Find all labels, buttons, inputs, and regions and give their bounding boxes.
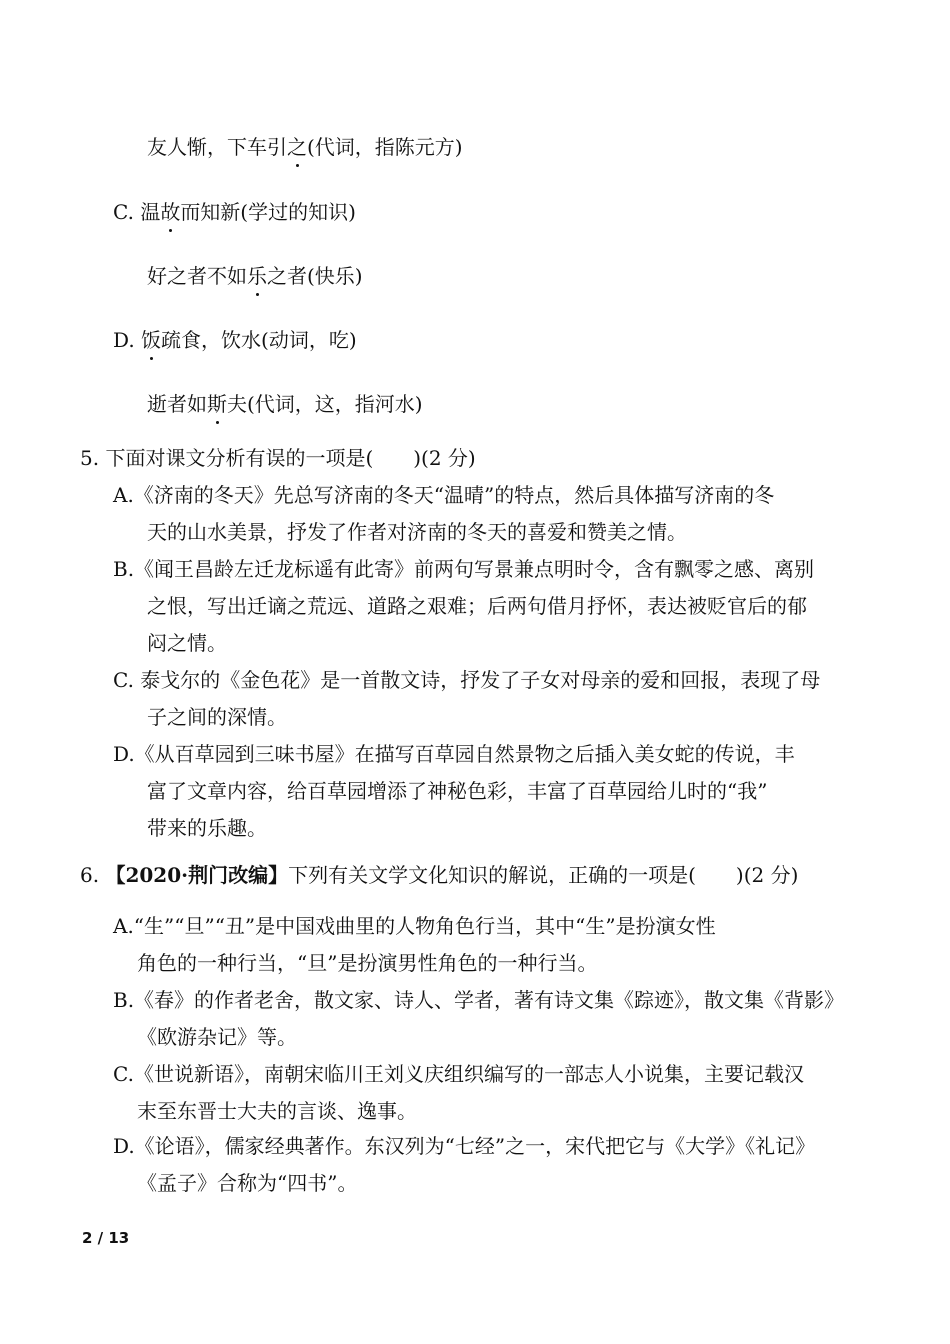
- q6-option-a-line1: A.“生”“旦”“丑”是中国戏曲里的人物角色行当，其中“生”是扮演女性: [113, 914, 716, 938]
- q4-option-c-line2: [147, 262, 363, 290]
- q4-option-d-line2: [147, 390, 423, 418]
- source-tag: 【2020·荆门改编】: [105, 863, 289, 887]
- q5-option-a-line1: A.《济南的冬天》先总写济南的冬天“温晴”的特点，然后具体描写济南的冬: [113, 483, 775, 507]
- text: 疏食，饮水(动词，吃): [161, 328, 357, 352]
- q6-option-d-line1: D.《论语》，儒家经典著作。东汉列为“七经”之一，宋代把它与《大学》《礼记》: [113, 1134, 816, 1158]
- q6-option-b-line1: B.《春》的作者老舍，散文家、诗人、学者，著有诗文集《踪迹》，散文集《背影》: [113, 988, 845, 1012]
- text: 之者(快乐): [267, 264, 363, 288]
- q5-option-b-line1: B.《闻王昌龄左迁龙标遥有此寄》前两句写景兼点明时令，含有飘零之感、离别: [113, 557, 815, 581]
- page-number: 2 / 13: [82, 1229, 130, 1247]
- text: 逝者如: [147, 392, 207, 416]
- q6-option-d-line2: 《孟子》合称为“四书”。: [137, 1171, 358, 1195]
- text: 夫(代词，这，指河水): [227, 392, 423, 416]
- q6-option-c-line1: C.《世说新语》，南朝宋临川王刘义庆组织编写的一部志人小说集，主要记载汉: [113, 1062, 804, 1086]
- text: 友人惭，下车引: [147, 135, 287, 159]
- emphasis-char: 斯: [207, 392, 227, 416]
- q5-option-d-line1: D.《从百草园到三味书屋》在描写百草园自然景物之后插入美女蛇的传说，丰: [113, 742, 795, 766]
- emphasis-char: 故: [160, 200, 181, 224]
- q5-option-d-line2: 富了文章内容，给百草园增添了神秘色彩，丰富了百草园给儿时的“我”: [147, 779, 768, 803]
- emphasis-char: 乐: [247, 264, 267, 288]
- q4-option-c-line1: [113, 198, 356, 226]
- text: 而知新(学过的知识): [180, 200, 356, 224]
- question-text: 下列有关文学文化知识的解说，正确的一项是( )(2 分): [288, 863, 799, 887]
- q4-option-d-line1: [113, 326, 357, 354]
- q4-option-b-line2: [147, 133, 463, 161]
- text: 温: [140, 200, 161, 224]
- q6-option-c-line2: 末至东晋士大夫的言谈、逸事。: [137, 1099, 417, 1123]
- emphasis-char: 之: [287, 135, 307, 159]
- q5-option-b-line3: 闷之情。: [147, 631, 227, 655]
- q6-option-a-line2: 角色的一种行当，“旦”是扮演男性角色的一种行当。: [137, 951, 598, 975]
- text: 好之者不如: [147, 264, 247, 288]
- emphasis-char: 饭: [141, 328, 162, 352]
- option-label: C.: [113, 200, 141, 224]
- q5-option-c-line1: C. 泰戈尔的《金色花》是一首散文诗，抒发了子女对母亲的爱和回报，表现了母: [113, 668, 821, 692]
- text: (代词，指陈元方): [307, 135, 463, 159]
- q5-stem: 5. 下面对课文分析有误的一项是( )(2 分): [80, 446, 476, 470]
- q5-option-b-line2: 之恨，写出迁谪之荒远、道路之艰难；后两句借月抒怀，表达被贬官后的郁: [147, 594, 807, 618]
- option-label: D.: [113, 328, 142, 352]
- q5-option-c-line2: 子之间的深情。: [147, 705, 287, 729]
- q5-option-a-line2: 天的山水美景，抒发了作者对济南的冬天的喜爱和赞美之情。: [147, 520, 687, 544]
- q6-stem: [80, 861, 798, 889]
- q6-option-b-line2: 《欧游杂记》等。: [137, 1025, 297, 1049]
- q5-option-d-line3: 带来的乐趣。: [147, 816, 267, 840]
- question-number: 6.: [80, 863, 106, 887]
